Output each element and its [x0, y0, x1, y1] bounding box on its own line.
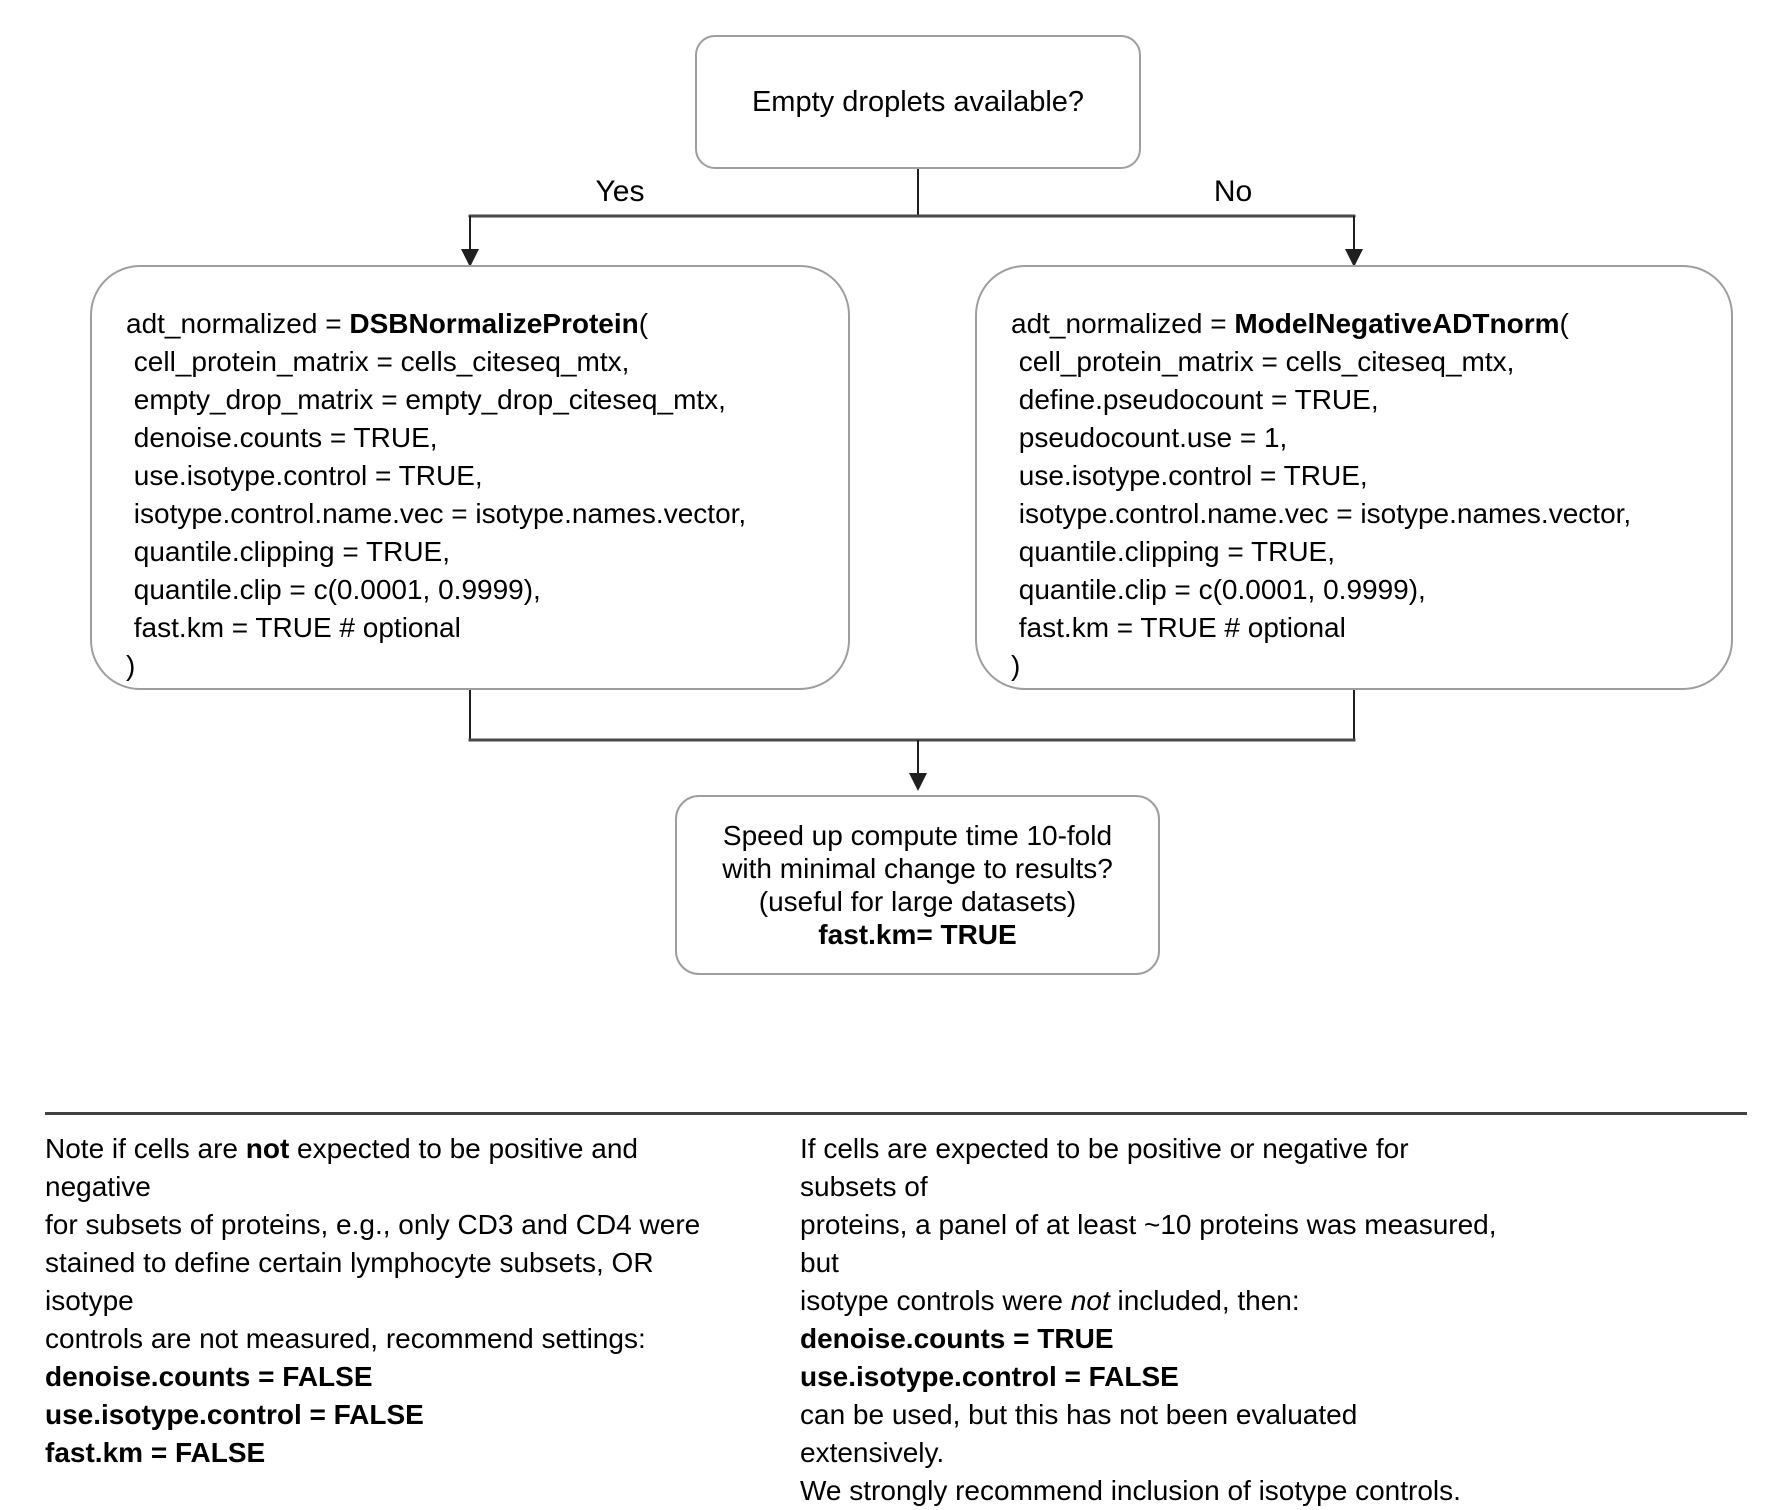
- text-segment: ModelNegativeADTnorm: [1234, 308, 1560, 339]
- text-segment: expected to be positive and negative: [45, 1133, 638, 1202]
- text-line: [126, 381, 830, 419]
- footnote-right-column: [800, 1130, 1500, 1510]
- text-segment: adt_normalized =: [1011, 308, 1235, 339]
- text-segment: not: [1070, 1285, 1110, 1316]
- branch-label-no: No: [1213, 175, 1253, 208]
- text-segment: with minimal change to results?: [722, 853, 1113, 884]
- text-line: [1011, 495, 1713, 533]
- text-segment: quantile.clipping = TRUE,: [1011, 536, 1335, 567]
- text-line: [1011, 533, 1713, 571]
- text-line: [818, 918, 1016, 951]
- text-segment: use.isotype.control = FALSE: [45, 1399, 424, 1430]
- text-line: [800, 1358, 1500, 1396]
- text-segment: isotype controls were: [800, 1285, 1071, 1316]
- text-line: [45, 1396, 715, 1434]
- text-segment: We strongly recommend inclusion of isotype controls.: [800, 1475, 1461, 1506]
- text-segment: DSBNormalizeProtein: [349, 308, 639, 339]
- text-line: [800, 1206, 1500, 1282]
- text-segment: stained to define certain lymphocyte subsets, OR isotype: [45, 1247, 654, 1316]
- text-segment: cell_protein_matrix = cells_citeseq_mtx,: [1011, 346, 1515, 377]
- top-box-label: Empty droplets available?: [751, 85, 1085, 118]
- text-segment: use.isotype.control = TRUE,: [1011, 460, 1368, 491]
- node-dsb-normalize-protein-code: [90, 265, 850, 690]
- text-line: [126, 495, 830, 533]
- text-segment: ): [126, 650, 136, 681]
- text-segment: fast.km= TRUE: [818, 919, 1017, 950]
- text-segment: quantile.clip = c(0.0001, 0.9999),: [126, 574, 541, 605]
- node-fast-km-speedup: [675, 795, 1160, 975]
- text-segment: Speed up compute time 10-fold: [722, 820, 1113, 851]
- text-line: [45, 1244, 715, 1320]
- text-line: [722, 852, 1113, 885]
- text-segment: quantile.clip = c(0.0001, 0.9999),: [1011, 574, 1426, 605]
- text-line: [1011, 305, 1713, 343]
- text-line: [723, 819, 1112, 852]
- text-line: [800, 1472, 1500, 1510]
- text-line: [1011, 457, 1713, 495]
- text-segment: (: [638, 308, 649, 339]
- text-segment: pseudocount.use = 1,: [1011, 422, 1288, 453]
- text-line: [800, 1320, 1500, 1358]
- merge-arrowhead-icon: [909, 773, 927, 791]
- text-segment: If cells are expected to be positive or negative for subsets of: [800, 1133, 1409, 1202]
- text-segment: denoise.counts = FALSE: [45, 1361, 373, 1392]
- text-segment: quantile.clipping = TRUE,: [126, 536, 450, 567]
- footnote-left-column: [45, 1130, 715, 1472]
- text-segment: denoise.counts = TRUE: [800, 1323, 1114, 1354]
- text-segment: fast.km = TRUE # optional: [126, 612, 461, 643]
- text-segment: empty_drop_matrix = empty_drop_citeseq_mtx,: [126, 384, 726, 415]
- text-line: [1011, 381, 1713, 419]
- text-line: [1011, 647, 1713, 685]
- text-segment: can be used, but this has not been evaluated extensively.: [800, 1399, 1358, 1468]
- text-line: [126, 533, 830, 571]
- text-segment: (useful for large datasets): [758, 886, 1077, 917]
- text-segment: use.isotype.control = TRUE,: [126, 460, 483, 491]
- text-segment: included, then:: [1109, 1285, 1300, 1316]
- text-segment: Note if cells are: [45, 1133, 246, 1164]
- text-line: [1011, 571, 1713, 609]
- text-segment: adt_normalized =: [126, 308, 350, 339]
- text-line: [126, 419, 830, 457]
- text-segment: controls are not measured, recommend settings:: [45, 1323, 646, 1354]
- text-segment: isotype.control.name.vec = isotype.names.vector,: [126, 498, 747, 529]
- node-model-negative-adtnorm-code: [975, 265, 1733, 690]
- text-line: [126, 343, 830, 381]
- text-line: [1011, 343, 1713, 381]
- text-line: [126, 571, 830, 609]
- text-line: [45, 1320, 715, 1358]
- text-segment: ): [1011, 650, 1021, 681]
- text-segment: for subsets of proteins, e.g., only CD3 and CD4 were: [45, 1209, 701, 1240]
- text-line: [126, 647, 830, 685]
- text-segment: proteins, a panel of at least ~10 proteins was measured, but: [800, 1209, 1497, 1278]
- text-segment: denoise.counts = TRUE,: [126, 422, 438, 453]
- branch-label-yes: Yes: [595, 175, 645, 208]
- text-segment: not: [245, 1133, 290, 1164]
- text-segment: (: [1559, 308, 1569, 339]
- text-line: [126, 609, 830, 647]
- text-line: [759, 885, 1077, 918]
- text-segment: use.isotype.control = FALSE: [800, 1361, 1179, 1392]
- text-line: [45, 1206, 715, 1244]
- text-line: [45, 1434, 715, 1472]
- text-line: [800, 1282, 1500, 1320]
- text-line: [1011, 419, 1713, 457]
- text-segment: isotype.control.name.vec = isotype.names.vector,: [1011, 498, 1632, 529]
- text-segment: fast.km = TRUE # optional: [1011, 612, 1346, 643]
- text-line: [1011, 609, 1713, 647]
- footnote-divider-line: [45, 1112, 1747, 1115]
- node-empty-droplets-question: [695, 35, 1141, 169]
- text-segment: define.pseudocount = TRUE,: [1011, 384, 1379, 415]
- text-segment: fast.km = FALSE: [45, 1437, 266, 1468]
- text-line: [45, 1358, 715, 1396]
- text-line: [126, 305, 830, 343]
- text-line: [800, 1396, 1500, 1472]
- text-line: [800, 1130, 1500, 1206]
- text-segment: cell_protein_matrix = cells_citeseq_mtx,: [126, 346, 630, 377]
- text-line: [126, 457, 830, 495]
- text-line: [45, 1130, 715, 1206]
